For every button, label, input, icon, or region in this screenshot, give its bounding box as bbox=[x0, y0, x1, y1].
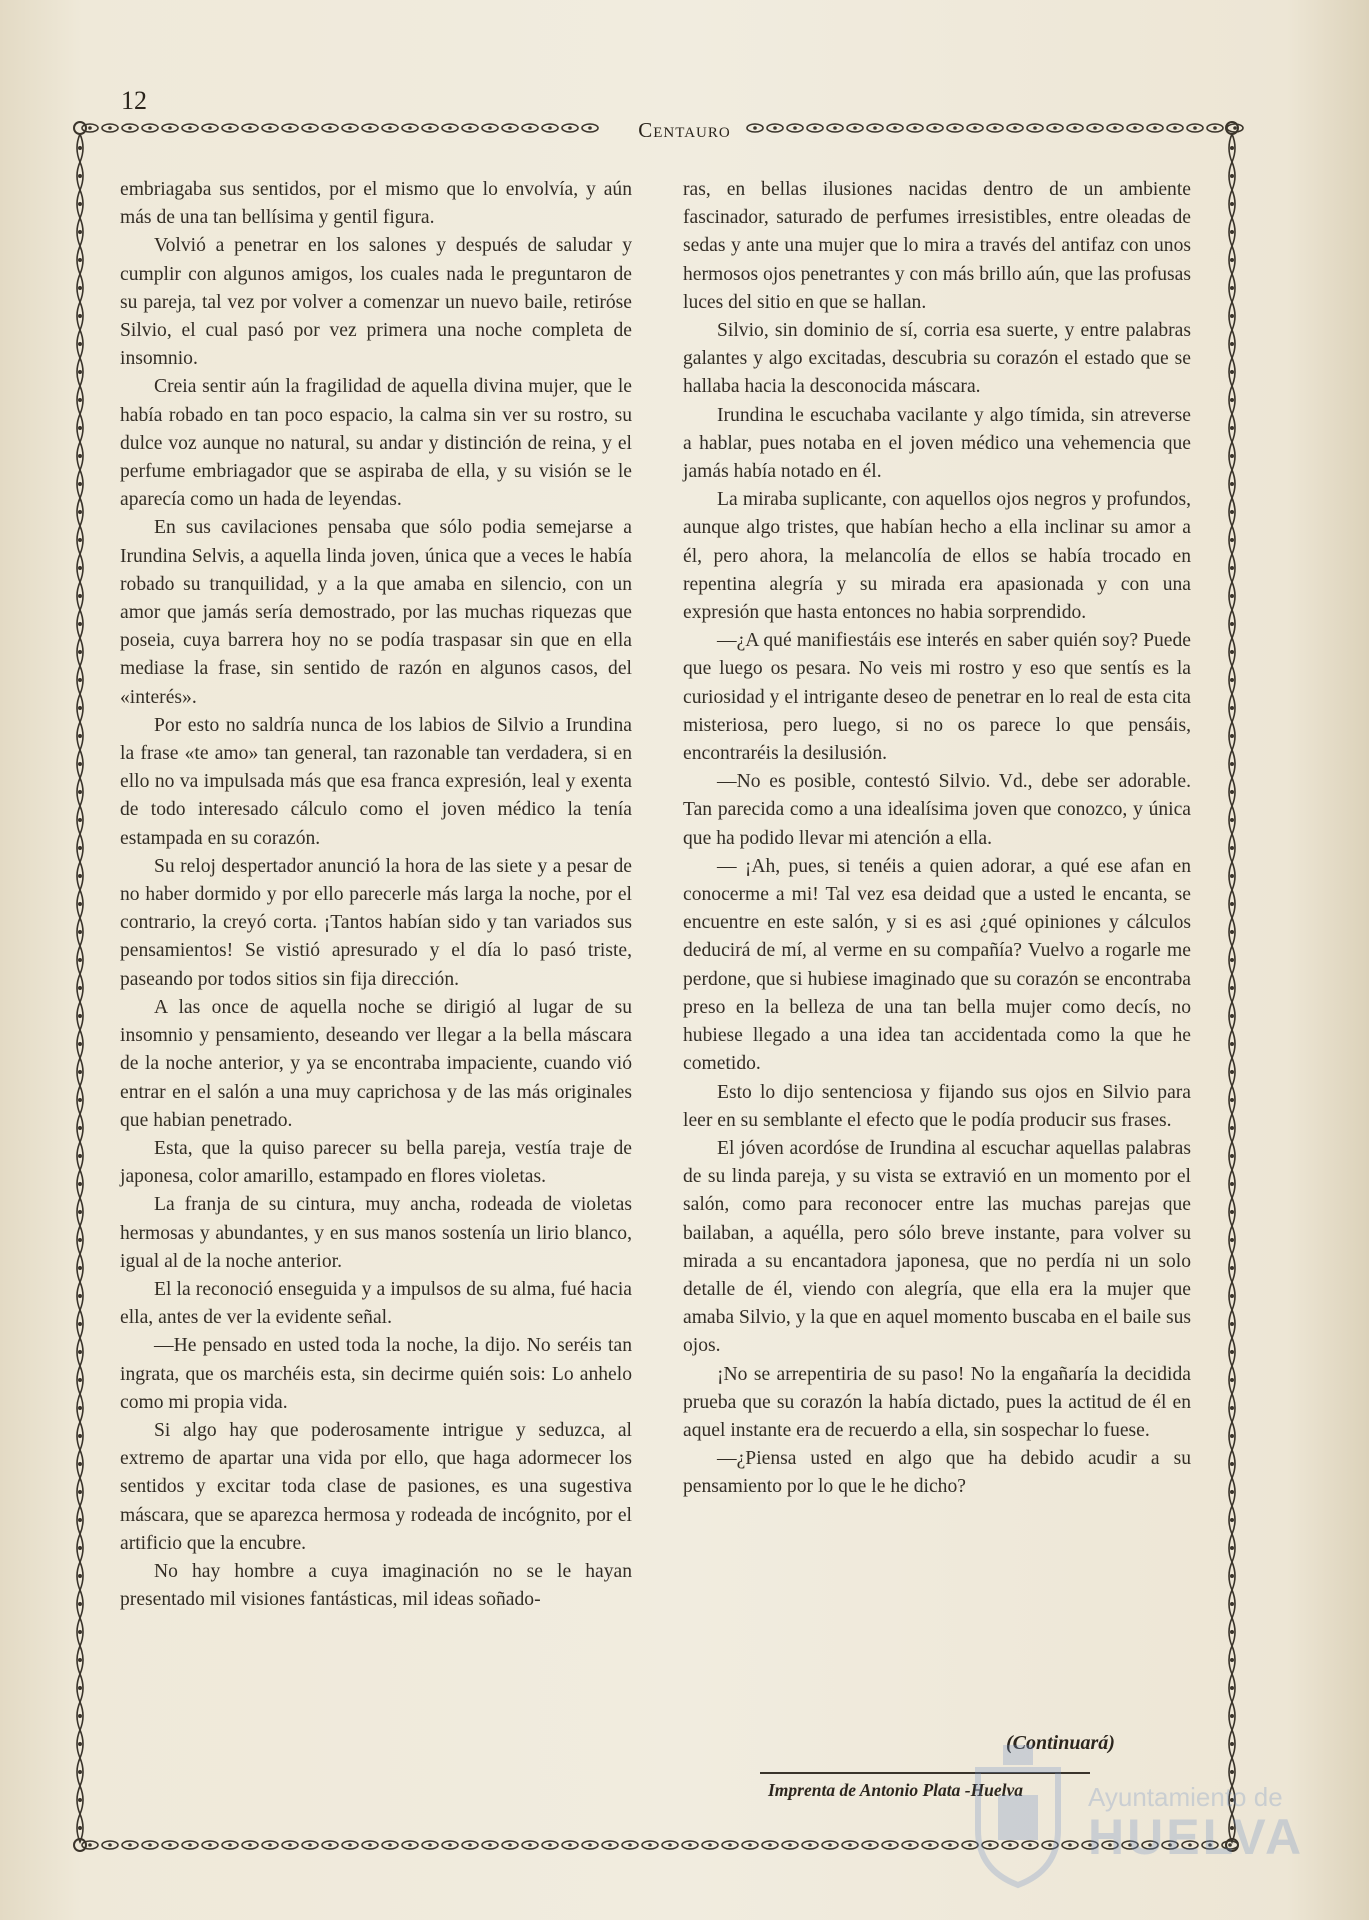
paragraph: —He pensado en usted toda la noche, la dijo. No seréis tan ingrata, que os marchéis esta, sin decirme quién sois: Lo anhelo como mi propia vida. bbox=[120, 1335, 632, 1413]
border-ornament bbox=[1230, 622, 1234, 626]
border-ornament bbox=[408, 1843, 412, 1847]
border-ornament bbox=[78, 1490, 82, 1494]
border-ornament bbox=[428, 1843, 432, 1847]
border-ornament bbox=[1230, 986, 1234, 990]
border-ornament bbox=[1230, 930, 1234, 934]
border-ornament bbox=[1230, 1490, 1234, 1494]
border-ornament bbox=[1230, 874, 1234, 878]
border-ornament bbox=[1230, 846, 1234, 850]
border-ornament bbox=[1230, 1154, 1234, 1158]
border-ornament bbox=[1230, 314, 1234, 318]
border-ornament bbox=[78, 874, 82, 878]
border-ornament bbox=[848, 1843, 852, 1847]
paragraph: Si algo hay que poderosamente intrigue y seduzca, al extremo de apartar una vida por ello, que haga adormecer los sentidos y excitar toda clase de pasiones, es una sugestiva máscara, que se aparezca hermosa y rodeada de incógnito, por el artificio que la encubre. bbox=[120, 1419, 632, 1554]
watermark-line-1: Ayuntamiento de bbox=[1088, 1782, 1283, 1812]
border-ornament bbox=[1230, 790, 1234, 794]
border-ornament bbox=[1230, 258, 1234, 262]
border-ornament bbox=[1230, 202, 1234, 206]
border-ornament bbox=[78, 538, 82, 542]
border-ornament bbox=[1230, 482, 1234, 486]
border-ornament bbox=[1230, 1406, 1234, 1410]
border-ornament bbox=[888, 1843, 892, 1847]
border-ornament bbox=[78, 1518, 82, 1522]
border-ornament bbox=[1230, 174, 1234, 178]
border-ornament bbox=[78, 1182, 82, 1186]
border-ornament bbox=[1230, 1322, 1234, 1326]
border-ornament bbox=[78, 594, 82, 598]
paragraph: A las once de aquella noche se dirigió al lugar de su insomnio y pensamiento, deseando ver llegar a la bella máscara de la noche anterior, y ya se encontraba impaciente, cuando vió entrar en el salón a una muy caprichosa y de las más originales que habian penetrado. bbox=[120, 996, 632, 1131]
border-ornament bbox=[248, 1843, 252, 1847]
border-ornament bbox=[488, 1843, 492, 1847]
border-ornament bbox=[78, 146, 82, 150]
left-column bbox=[120, 176, 632, 1614]
border-ornament bbox=[78, 734, 82, 738]
border-ornament bbox=[1230, 678, 1234, 682]
border-ornament bbox=[78, 482, 82, 486]
border-ornament bbox=[348, 1843, 352, 1847]
border-ornament bbox=[1230, 1070, 1234, 1074]
border-ornament bbox=[1230, 1126, 1234, 1130]
border-ornament bbox=[78, 174, 82, 178]
paragraph: —¿Piensa usted en algo que ha debido acudir a su pensamiento por lo que le he dicho? bbox=[683, 1448, 1191, 1498]
paragraph: El la reconoció enseguida y a impulsos de su alma, fué hacia ella, antes de ver la evidente señal. bbox=[120, 1278, 632, 1329]
border-ornament bbox=[1230, 1546, 1234, 1550]
border-ornament bbox=[78, 426, 82, 430]
border-ornament bbox=[308, 1843, 312, 1847]
border-ornament bbox=[108, 1843, 112, 1847]
border-ornament bbox=[708, 1843, 712, 1847]
right-column bbox=[683, 176, 1191, 1502]
border-ornament bbox=[78, 846, 82, 850]
border-ornament bbox=[78, 510, 82, 514]
border-ornament bbox=[78, 1770, 82, 1774]
border-ornament bbox=[1230, 1042, 1234, 1046]
border-ornament bbox=[1230, 1658, 1234, 1662]
border-ornament bbox=[508, 1843, 512, 1847]
border-ornament bbox=[1230, 1518, 1234, 1522]
border-ornament bbox=[1230, 1602, 1234, 1606]
border-ornament bbox=[78, 1126, 82, 1130]
paragraph: Silvio, sin dominio de sí, corria esa suerte, y entre palabras galantes y algo excitadas, descubria su corazón el estado que se hallaba hacia la desconocida máscara. bbox=[683, 320, 1191, 398]
border-ornament bbox=[1230, 1434, 1234, 1438]
border-ornament bbox=[78, 1714, 82, 1718]
border-ornament bbox=[1230, 286, 1234, 290]
archive-watermark bbox=[958, 1740, 1305, 1900]
continuation-note: (Continuará) bbox=[1006, 1732, 1115, 1754]
border-ornament bbox=[448, 1843, 452, 1847]
border-ornament bbox=[78, 1826, 82, 1830]
border-ornament bbox=[78, 1686, 82, 1690]
border-ornament bbox=[628, 1843, 632, 1847]
border-ornament bbox=[1230, 706, 1234, 710]
border-ornament bbox=[1230, 1714, 1234, 1718]
border-ornament bbox=[78, 1210, 82, 1214]
border-ornament bbox=[78, 286, 82, 290]
border-ornament bbox=[688, 1843, 692, 1847]
border-ornament bbox=[78, 1294, 82, 1298]
paragraph: Irundina le escuchaba vacilante y algo tímida, sin atreverse a hablar, pues notaba en el joven médico una vehemencia que jamás había notado en él. bbox=[683, 404, 1191, 483]
border-ornament bbox=[78, 930, 82, 934]
paragraph: La miraba suplicante, con aquellos ojos negros y profundos, aunque algo tristes, que habían hecho a ella inclinar su amor a él, pero ahora, la melancolía de ellos se había trocado en repentina alegría y su mirada era apasionada y con una expresión que hasta entonces no habia sorprendido. bbox=[683, 489, 1191, 624]
paragraph: embriagaba sus sentidos, por el mismo que lo envolvía, y aún más de una tan bellísima y gentil figura. bbox=[120, 179, 632, 229]
border-ornament bbox=[1230, 454, 1234, 458]
border-ornament bbox=[78, 1238, 82, 1242]
border-ornament bbox=[78, 1014, 82, 1018]
border-ornament bbox=[78, 706, 82, 710]
border-ornament bbox=[78, 958, 82, 962]
border-ornament bbox=[148, 1843, 152, 1847]
paragraph: —No es posible, contestó Silvio. Vd., debe ser adorable. Tan parecida como a una idealísima joven que conozco, y única que ha podido llevar mi atención a ella. bbox=[683, 771, 1191, 849]
border-ornament bbox=[1230, 902, 1234, 906]
border-ornament bbox=[808, 1843, 812, 1847]
border-ornament bbox=[78, 622, 82, 626]
border-ornament bbox=[768, 1843, 772, 1847]
border-ornament bbox=[1230, 958, 1234, 962]
border-ornament bbox=[88, 1843, 92, 1847]
border-ornament bbox=[78, 1630, 82, 1634]
border-ornament bbox=[828, 1843, 832, 1847]
border-ornament bbox=[1230, 146, 1234, 150]
page-number: 12 bbox=[121, 86, 147, 115]
border-ornament bbox=[78, 566, 82, 570]
paragraph: —¿A qué manifiestáis ese interés en saber quién soy? Puede que luego os pesara. No veis mi rostro y eso que sentís es la curiosidad y el intrigante deseo de penetrar en lo real de esta cita misteriosa, pero luego, si no os parece lo que pensáis, encontraréis la desilusión. bbox=[683, 630, 1191, 765]
border-ornament bbox=[78, 1742, 82, 1746]
border-ornament bbox=[78, 1406, 82, 1410]
paragraph: Volvió a penetrar en los salones y después de saludar y cumplir con algunos amigos, los cuales nada le preguntaron de su pareja, tal vez por volver a comenzar un nuevo baile, retiróse Silvio, el cual pasó por vez primera una noche completa de insomnio. bbox=[120, 235, 632, 370]
border-ornament bbox=[368, 1843, 372, 1847]
border-ornament bbox=[748, 1843, 752, 1847]
border-ornament bbox=[468, 1843, 472, 1847]
border-ornament bbox=[1230, 1098, 1234, 1102]
border-ornament bbox=[1230, 342, 1234, 346]
border-ornament bbox=[78, 454, 82, 458]
border-ornament bbox=[1230, 426, 1234, 430]
border-ornament bbox=[1230, 1630, 1234, 1634]
border-ornament bbox=[1230, 1182, 1234, 1186]
border-ornament bbox=[78, 678, 82, 682]
border-ornament bbox=[948, 1843, 952, 1847]
border-ornament bbox=[168, 1843, 172, 1847]
border-ornament bbox=[528, 1843, 532, 1847]
border-ornament bbox=[788, 1843, 792, 1847]
border-ornament bbox=[78, 1462, 82, 1466]
border-ornament bbox=[78, 1070, 82, 1074]
border-ornament bbox=[78, 902, 82, 906]
paragraph: Por esto no saldría nunca de los labios de Silvio a Irundina la frase «te amo» tan general, tan razonable tan verdadera, si en ello no va impulsada más que esa franca expresión, leal y exenta de todo interesado cálculo como el joven médico la tenía estampada en su corazón. bbox=[120, 714, 632, 849]
border-ornament bbox=[78, 650, 82, 654]
border-ornament bbox=[908, 1843, 912, 1847]
border-ornament bbox=[78, 1602, 82, 1606]
border-ornament bbox=[78, 1546, 82, 1550]
paragraph: Esto lo dijo sentenciosa y fijando sus ojos en Silvio para leer en su semblante el efecto que le podía producir sus frases. bbox=[683, 1081, 1191, 1131]
border-ornament bbox=[288, 1843, 292, 1847]
border-ornament bbox=[78, 398, 82, 402]
border-ornament bbox=[78, 762, 82, 766]
border-ornament bbox=[228, 1843, 232, 1847]
border-ornament bbox=[78, 1798, 82, 1802]
border-ornament bbox=[588, 1843, 592, 1847]
paragraph: Esta, que la quiso parecer su bella pareja, vestía traje de japonesa, color amarillo, estampado en flores violetas. bbox=[120, 1137, 632, 1188]
border-ornament bbox=[208, 1843, 212, 1847]
border-ornament bbox=[328, 1843, 332, 1847]
paragraph: Creia sentir aún la fragilidad de aquella divina mujer, que le había robado en tan poco espacio, la calma sin ver su rostro, su dulce voz aunque no natural, su andar y distinción de reina, y el perfume embriagador que se aspiraba de ella, y su visión se le aparecía como un hada de leyendas. bbox=[120, 376, 632, 511]
border-ornament bbox=[1230, 1350, 1234, 1354]
border-ornament bbox=[78, 370, 82, 374]
border-ornament bbox=[78, 1574, 82, 1578]
border-ornament bbox=[928, 1843, 932, 1847]
paragraph: El jóven acordóse de Irundina al escuchar aquellas palabras de su linda pareja, y su vista se extravió en un momento por el salón, como para reconocer entre las muchas parejas que bailaban, a aquélla, pero sólo breve instante, para volver su mirada a su encantadora japonesa, que no perdía ni un solo detalle de él, viendo con alegría, que ella era la mujer que amaba Silvio, y la que en aquel momento buscaba en el baile sus ojos. bbox=[683, 1137, 1191, 1357]
printer-imprint: Imprenta de Antonio Plata -Huelva bbox=[768, 1780, 1024, 1800]
paragraph: — ¡Ah, pues, si tenéis a quien adorar, a qué ese afan en conocerme a mi! Tal vez esa deidad que a usted le encanta, se encuentre en este salón, y si es asi ¿qué opiniones y cálculos deducirá de mí, al verme en su compañía? Vuelvo a rogarle me perdone, que si hubiese imaginado que su corazón se encontraba preso en la belleza de una tan bella mujer como decís, no hubiese llegado a una idea tan accidentada como la que he cometido. bbox=[683, 855, 1191, 1075]
border-ornament bbox=[568, 1843, 572, 1847]
paragraph: Su reloj despertador anunció la hora de las siete y a pesar de no haber dormido y por ello parecerle más larga la noche, por el contrario, la creyó corta. ¡Tantos habían sido y tan variados sus pensamientos! Se vistió apresurado y el día lo pasó triste, paseando por todos sitios sin fija dirección. bbox=[120, 855, 632, 990]
border-ornament bbox=[1230, 762, 1234, 766]
border-ornament bbox=[78, 1658, 82, 1662]
border-ornament bbox=[1230, 1238, 1234, 1242]
border-ornament bbox=[78, 1042, 82, 1046]
paragraph: En sus cavilaciones pensaba que sólo podia semejarse a Irundina Selvis, a aquella linda joven, única que a veces le había robado su tranquilidad, y a la que amaba en silencio, con un amor que jamás sería demostrado, por las muchas riquezas que poseia, cuya barrera hoy no se podía traspasar sin que en ella mediase la frase, sin sentido de razón en algunos casos, del «interés». bbox=[120, 517, 632, 708]
paragraph: ras, en bellas ilusiones nacidas dentro de un ambiente fascinador, saturado de perfumes irresistibles, entre oleadas de sedas y ante una mujer que lo mira a través del antifaz con unos hermosos ojos penetrantes y con más brillo aún, que las profusas luces del sitio en que se hallan. bbox=[683, 179, 1191, 313]
border-ornament bbox=[1230, 1210, 1234, 1214]
border-ornament bbox=[1230, 818, 1234, 822]
border-ornament bbox=[78, 818, 82, 822]
border-ornament bbox=[78, 314, 82, 318]
border-ornament bbox=[1230, 594, 1234, 598]
border-ornament bbox=[1230, 1378, 1234, 1382]
border-ornament bbox=[78, 342, 82, 346]
border-ornament bbox=[1230, 1014, 1234, 1018]
border-ornament bbox=[548, 1843, 552, 1847]
border-ornament bbox=[1230, 1462, 1234, 1466]
border-ornament bbox=[1230, 566, 1234, 570]
border-ornament bbox=[78, 1434, 82, 1438]
border-ornament bbox=[78, 1322, 82, 1326]
border-ornament bbox=[868, 1843, 872, 1847]
border-ornament bbox=[78, 230, 82, 234]
border-ornament bbox=[668, 1843, 672, 1847]
border-ornament bbox=[78, 790, 82, 794]
border-ornament bbox=[1230, 230, 1234, 234]
border-ornament bbox=[78, 1266, 82, 1270]
border-ornament bbox=[1230, 510, 1234, 514]
paragraph: No hay hombre a cuya imaginación no se le hayan presentado mil visiones fantásticas, mil ideas soñado- bbox=[120, 1560, 632, 1611]
border-ornament bbox=[78, 1098, 82, 1102]
border-ornament bbox=[1230, 398, 1234, 402]
coat-of-arms-icon bbox=[958, 1740, 1078, 1890]
border-ornament bbox=[188, 1843, 192, 1847]
paragraph: La franja de su cintura, muy ancha, rodeada de violetas hermosas y abundantes, y en sus manos sostenía un lirio blanco, igual al de la noche anterior. bbox=[120, 1194, 632, 1272]
border-ornament bbox=[128, 1843, 132, 1847]
border-ornament bbox=[1230, 1294, 1234, 1298]
border-ornament bbox=[388, 1843, 392, 1847]
border-ornament bbox=[648, 1843, 652, 1847]
border-ornament bbox=[78, 202, 82, 206]
border-ornament bbox=[78, 258, 82, 262]
border-ornament bbox=[78, 986, 82, 990]
border-ornament bbox=[1230, 1574, 1234, 1578]
paragraph: ¡No se arrepentiria de su paso! No la engañaría la decidida prueba que su corazón la había dictado, pues la actitud de él en aquel instante era de recuerdo a ella, sin sospechar lo fuese. bbox=[683, 1363, 1191, 1441]
border-ornament bbox=[78, 1350, 82, 1354]
watermark-line-2: HUELVA bbox=[1088, 1809, 1305, 1865]
border-ornament bbox=[1230, 538, 1234, 542]
journal-title: Centauro bbox=[638, 118, 731, 142]
border-ornament bbox=[78, 1154, 82, 1158]
border-ornament bbox=[608, 1843, 612, 1847]
border-ornament bbox=[1230, 650, 1234, 654]
border-ornament bbox=[1230, 370, 1234, 374]
border-ornament bbox=[268, 1843, 272, 1847]
border-ornament bbox=[78, 1378, 82, 1382]
border-ornament bbox=[728, 1843, 732, 1847]
border-ornament bbox=[1230, 734, 1234, 738]
border-ornament bbox=[1230, 1266, 1234, 1270]
border-ornament bbox=[1230, 1686, 1234, 1690]
